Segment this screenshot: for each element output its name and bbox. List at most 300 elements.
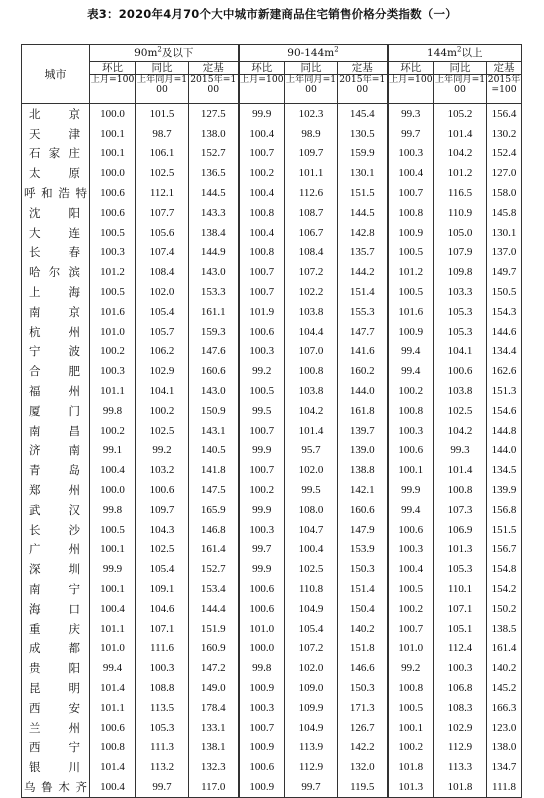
medium-yoy-cell: 112.9 [285,757,338,777]
medium-mom-cell: 100.7 [239,282,285,302]
col-header-mom: 环比 [239,62,285,75]
large-yoy-cell: 105.3 [434,302,487,322]
large-base-cell: 138.5 [487,619,522,639]
table-row [22,738,522,758]
medium-yoy-cell: 107.2 [285,262,338,282]
medium-base-cell: 126.7 [338,718,388,738]
medium-base-cell: 138.8 [338,460,388,480]
medium-base-cell: 159.9 [338,144,388,164]
large-mom-cell: 100.2 [388,599,434,619]
small-mom-cell: 100.1 [90,540,136,560]
small-mom-cell: 100.5 [90,282,136,302]
medium-base-cell: 153.9 [338,540,388,560]
small-yoy-cell: 109.7 [136,500,189,520]
large-yoy-cell: 116.5 [434,183,487,203]
city-name-cell: 昆明 [22,678,90,698]
large-yoy-cell: 112.4 [434,639,487,659]
small-base-cell: 144.9 [189,243,239,263]
large-base-cell: 156.7 [487,540,522,560]
small-yoy-cell: 100.6 [136,480,189,500]
medium-yoy-cell: 100.8 [285,361,338,381]
medium-base-cell: 135.7 [338,243,388,263]
city-name-cell: 长沙 [22,520,90,540]
col-header-base: 定基 [487,62,522,75]
large-mom-cell: 100.2 [388,738,434,758]
small-yoy-cell: 104.3 [136,520,189,540]
small-base-cell: 132.3 [189,757,239,777]
small-base-cell: 146.8 [189,520,239,540]
small-mom-cell: 101.1 [90,619,136,639]
city-name-cell: 郑州 [22,480,90,500]
large-mom-cell: 100.4 [388,163,434,183]
small-yoy-cell: 108.4 [136,262,189,282]
table-row [22,183,522,203]
large-yoy-cell: 107.9 [434,243,487,263]
col-header-mom: 环比 [90,62,136,75]
medium-mom-cell: 100.3 [239,520,285,540]
subcol-header-mom: 上月=100 [388,75,434,104]
medium-base-cell: 151.8 [338,639,388,659]
small-mom-cell: 100.0 [90,480,136,500]
medium-base-cell: 151.4 [338,579,388,599]
city-name-cell: 太原 [22,163,90,183]
col-header-yoy: 同比 [434,62,487,75]
city-name-cell: 兰州 [22,718,90,738]
medium-base-cell: 130.5 [338,124,388,144]
small-base-cell: 147.2 [189,658,239,678]
large-mom-cell: 100.8 [388,401,434,421]
medium-yoy-cell: 113.9 [285,738,338,758]
large-yoy-cell: 105.2 [434,104,487,124]
medium-base-cell: 160.6 [338,500,388,520]
large-base-cell: 149.7 [487,262,522,282]
large-base-cell: 158.0 [487,183,522,203]
medium-yoy-cell: 110.8 [285,579,338,599]
large-base-cell: 137.0 [487,243,522,263]
medium-yoy-cell: 102.0 [285,460,338,480]
large-yoy-cell: 112.9 [434,738,487,758]
medium-base-cell: 139.0 [338,441,388,461]
small-base-cell: 160.6 [189,361,239,381]
large-base-cell: 154.3 [487,302,522,322]
small-base-cell: 117.0 [189,777,239,797]
small-mom-cell: 100.3 [90,361,136,381]
small-yoy-cell: 102.0 [136,282,189,302]
small-mom-cell: 101.0 [90,639,136,659]
small-mom-cell: 101.1 [90,698,136,718]
large-yoy-cell: 103.3 [434,282,487,302]
subcol-header-mom: 上月=100 [239,75,285,104]
medium-yoy-cell: 107.2 [285,639,338,659]
medium-mom-cell: 100.6 [239,579,285,599]
small-yoy-cell: 99.7 [136,777,189,797]
table-row [22,540,522,560]
small-yoy-cell: 100.2 [136,401,189,421]
medium-mom-cell: 99.2 [239,361,285,381]
city-name-cell: 武汉 [22,500,90,520]
medium-base-cell: 150.3 [338,678,388,698]
medium-yoy-cell: 101.4 [285,421,338,441]
large-base-cell: 156.8 [487,500,522,520]
medium-yoy-cell: 107.0 [285,342,338,362]
large-yoy-cell: 105.3 [434,559,487,579]
medium-yoy-cell: 108.7 [285,203,338,223]
small-mom-cell: 101.0 [90,322,136,342]
large-mom-cell: 101.6 [388,302,434,322]
small-yoy-cell: 98.7 [136,124,189,144]
city-name-cell: 重庆 [22,619,90,639]
large-mom-cell: 100.2 [388,381,434,401]
group-header-small: $90m^2$及以下 [90,45,239,62]
large-mom-cell: 99.7 [388,124,434,144]
medium-mom-cell: 100.6 [239,322,285,342]
small-yoy-cell: 109.1 [136,579,189,599]
city-name-cell: 大连 [22,223,90,243]
large-base-cell: 130.1 [487,223,522,243]
small-base-cell: 136.5 [189,163,239,183]
table-row [22,381,522,401]
small-yoy-cell: 103.2 [136,460,189,480]
large-yoy-cell: 104.1 [434,342,487,362]
small-mom-cell: 101.2 [90,262,136,282]
small-yoy-cell: 100.3 [136,658,189,678]
table-row [22,559,522,579]
large-yoy-cell: 100.6 [434,361,487,381]
small-mom-cell: 101.1 [90,381,136,401]
city-name-cell: 海口 [22,599,90,619]
large-yoy-cell: 102.5 [434,401,487,421]
large-base-cell: 127.0 [487,163,522,183]
large-yoy-cell: 108.3 [434,698,487,718]
table-row [22,500,522,520]
medium-mom-cell: 100.2 [239,480,285,500]
small-yoy-cell: 106.1 [136,144,189,164]
medium-mom-cell: 100.7 [239,718,285,738]
medium-base-cell: 150.4 [338,599,388,619]
table-row [22,599,522,619]
medium-yoy-cell: 103.8 [285,302,338,322]
small-mom-cell: 100.1 [90,144,136,164]
medium-mom-cell: 99.7 [239,540,285,560]
table-row [22,401,522,421]
large-mom-cell: 101.8 [388,757,434,777]
table-title: 表3：2020年4月70个大中城市新建商品住宅销售价格分类指数（一） [87,7,457,21]
large-yoy-cell: 106.9 [434,520,487,540]
small-yoy-cell: 105.7 [136,322,189,342]
large-mom-cell: 100.3 [388,540,434,560]
table-row [22,361,522,381]
large-base-cell: 138.0 [487,738,522,758]
table-row [22,520,522,540]
city-name-cell: 宁波 [22,342,90,362]
small-base-cell: 178.4 [189,698,239,718]
large-mom-cell: 100.1 [388,718,434,738]
small-base-cell: 150.9 [189,401,239,421]
city-name-cell: 北京 [22,104,90,124]
large-yoy-cell: 107.1 [434,599,487,619]
large-base-cell: 166.3 [487,698,522,718]
large-yoy-cell: 110.9 [434,203,487,223]
small-base-cell: 165.9 [189,500,239,520]
small-mom-cell: 100.4 [90,599,136,619]
city-column-header: 城市 [22,45,90,104]
col-header-base: 定基 [189,62,239,75]
small-base-cell: 138.0 [189,124,239,144]
medium-mom-cell: 100.9 [239,678,285,698]
large-mom-cell: 100.7 [388,183,434,203]
large-base-cell: 145.2 [487,678,522,698]
large-base-cell: 156.4 [487,104,522,124]
small-base-cell: 144.4 [189,599,239,619]
small-mom-cell: 100.3 [90,243,136,263]
col-header-mom: 环比 [388,62,434,75]
small-base-cell: 147.6 [189,342,239,362]
small-yoy-cell: 101.5 [136,104,189,124]
small-mom-cell: 99.8 [90,401,136,421]
table-row [22,441,522,461]
medium-base-cell: 160.2 [338,361,388,381]
large-mom-cell: 100.1 [388,460,434,480]
large-mom-cell: 100.9 [388,322,434,342]
large-base-cell: 144.8 [487,421,522,441]
city-name-cell: 合肥 [22,361,90,381]
small-base-cell: 151.9 [189,619,239,639]
subcol-header-yoy: 上年同月=100 [285,75,338,104]
small-mom-cell: 100.8 [90,738,136,758]
medium-base-cell: 151.5 [338,183,388,203]
large-base-cell: 134.4 [487,342,522,362]
large-mom-cell: 100.3 [388,421,434,441]
table-row [22,460,522,480]
small-yoy-cell: 104.1 [136,381,189,401]
table-row [22,282,522,302]
table-row [22,104,522,124]
large-mom-cell: 101.3 [388,777,434,797]
medium-yoy-cell: 105.4 [285,619,338,639]
medium-base-cell: 171.3 [338,698,388,718]
medium-yoy-cell: 101.1 [285,163,338,183]
city-name-cell: 南昌 [22,421,90,441]
small-mom-cell: 100.0 [90,163,136,183]
medium-base-cell: 145.4 [338,104,388,124]
medium-yoy-cell: 109.7 [285,144,338,164]
medium-yoy-cell: 102.5 [285,559,338,579]
large-yoy-cell: 101.2 [434,163,487,183]
small-yoy-cell: 113.5 [136,698,189,718]
small-yoy-cell: 106.2 [136,342,189,362]
medium-mom-cell: 100.4 [239,223,285,243]
medium-yoy-cell: 104.9 [285,718,338,738]
small-base-cell: 159.3 [189,322,239,342]
large-base-cell: 123.0 [487,718,522,738]
large-mom-cell: 99.4 [388,500,434,520]
city-name-cell: 乌鲁木齐 [22,777,90,797]
medium-mom-cell: 99.5 [239,401,285,421]
col-header-base: 定基 [338,62,388,75]
medium-mom-cell: 100.7 [239,262,285,282]
small-mom-cell: 99.1 [90,441,136,461]
small-yoy-cell: 107.4 [136,243,189,263]
table-header [22,45,522,104]
large-mom-cell: 100.6 [388,520,434,540]
large-base-cell: 151.3 [487,381,522,401]
city-name-cell: 哈尔滨 [22,262,90,282]
small-mom-cell: 101.4 [90,757,136,777]
small-base-cell: 143.0 [189,381,239,401]
large-yoy-cell: 101.4 [434,460,487,480]
medium-mom-cell: 100.3 [239,698,285,718]
subcol-header-mom: 上月=100 [90,75,136,104]
large-mom-cell: 100.9 [388,223,434,243]
city-name-cell: 厦门 [22,401,90,421]
city-name-cell: 银川 [22,757,90,777]
large-yoy-cell: 113.3 [434,757,487,777]
large-base-cell: 130.2 [487,124,522,144]
large-mom-cell: 100.8 [388,678,434,698]
medium-yoy-cell: 104.7 [285,520,338,540]
city-name-cell: 广州 [22,540,90,560]
large-yoy-cell: 101.8 [434,777,487,797]
large-mom-cell: 100.8 [388,203,434,223]
small-yoy-cell: 105.4 [136,559,189,579]
small-base-cell: 149.0 [189,678,239,698]
large-mom-cell: 101.0 [388,639,434,659]
large-base-cell: 145.8 [487,203,522,223]
large-yoy-cell: 109.8 [434,262,487,282]
large-yoy-cell: 105.0 [434,223,487,243]
small-mom-cell: 100.2 [90,342,136,362]
medium-base-cell: 161.8 [338,401,388,421]
medium-base-cell: 151.4 [338,282,388,302]
large-base-cell: 134.5 [487,460,522,480]
medium-mom-cell: 101.9 [239,302,285,322]
city-name-cell: 西宁 [22,738,90,758]
medium-yoy-cell: 104.9 [285,599,338,619]
city-name-cell: 杭州 [22,322,90,342]
small-yoy-cell: 112.1 [136,183,189,203]
large-base-cell: 111.8 [487,777,522,797]
medium-mom-cell: 100.6 [239,757,285,777]
small-base-cell: 138.1 [189,738,239,758]
large-base-cell: 151.5 [487,520,522,540]
small-base-cell: 152.7 [189,144,239,164]
large-mom-cell: 100.5 [388,579,434,599]
medium-mom-cell: 100.4 [239,124,285,144]
medium-base-cell: 144.0 [338,381,388,401]
medium-yoy-cell: 109.0 [285,678,338,698]
large-mom-cell: 100.3 [388,144,434,164]
medium-yoy-cell: 104.2 [285,401,338,421]
large-base-cell: 162.6 [487,361,522,381]
city-name-cell: 南宁 [22,579,90,599]
city-name-cell: 沈阳 [22,203,90,223]
large-mom-cell: 99.4 [388,361,434,381]
table-body [22,104,522,798]
medium-mom-cell: 99.9 [239,441,285,461]
small-yoy-cell: 102.9 [136,361,189,381]
city-name-cell: 西安 [22,698,90,718]
medium-base-cell: 147.9 [338,520,388,540]
small-base-cell: 127.5 [189,104,239,124]
small-yoy-cell: 102.5 [136,540,189,560]
medium-yoy-cell: 106.7 [285,223,338,243]
small-base-cell: 160.9 [189,639,239,659]
large-yoy-cell: 105.1 [434,619,487,639]
large-base-cell: 150.2 [487,599,522,619]
large-mom-cell: 100.5 [388,698,434,718]
medium-base-cell: 147.7 [338,322,388,342]
small-mom-cell: 100.1 [90,579,136,599]
medium-base-cell: 155.3 [338,302,388,322]
small-mom-cell: 99.4 [90,658,136,678]
small-base-cell: 143.0 [189,262,239,282]
small-yoy-cell: 107.1 [136,619,189,639]
small-yoy-cell: 105.4 [136,302,189,322]
large-base-cell: 139.9 [487,480,522,500]
medium-yoy-cell: 102.0 [285,658,338,678]
large-yoy-cell: 104.2 [434,144,487,164]
medium-mom-cell: 99.9 [239,104,285,124]
large-mom-cell: 100.4 [388,559,434,579]
small-yoy-cell: 105.3 [136,718,189,738]
medium-mom-cell: 100.4 [239,183,285,203]
small-base-cell: 133.1 [189,718,239,738]
medium-yoy-cell: 98.9 [285,124,338,144]
small-mom-cell: 100.2 [90,421,136,441]
table-row [22,124,522,144]
medium-yoy-cell: 112.6 [285,183,338,203]
large-mom-cell: 100.6 [388,441,434,461]
table-row [22,718,522,738]
small-mom-cell: 99.9 [90,559,136,579]
medium-base-cell: 142.2 [338,738,388,758]
medium-yoy-cell: 102.2 [285,282,338,302]
table-row [22,698,522,718]
col-header-yoy: 同比 [285,62,338,75]
city-name-cell: 南京 [22,302,90,322]
medium-yoy-cell: 104.4 [285,322,338,342]
group-header-medium: $90-144m^2$ [239,45,388,62]
large-base-cell: 161.4 [487,639,522,659]
large-base-cell: 134.7 [487,757,522,777]
medium-yoy-cell: 102.3 [285,104,338,124]
subcol-header-base: 2015年=100 [189,75,239,104]
medium-base-cell: 142.8 [338,223,388,243]
small-mom-cell: 100.5 [90,223,136,243]
medium-mom-cell: 99.8 [239,658,285,678]
large-mom-cell: 99.2 [388,658,434,678]
medium-yoy-cell: 95.7 [285,441,338,461]
medium-mom-cell: 101.0 [239,619,285,639]
city-name-cell: 长春 [22,243,90,263]
large-base-cell: 150.5 [487,282,522,302]
large-mom-cell: 100.5 [388,282,434,302]
large-mom-cell: 100.5 [388,243,434,263]
large-yoy-cell: 105.3 [434,322,487,342]
subcol-header-base: 2015年=100 [487,75,522,104]
small-mom-cell: 100.6 [90,203,136,223]
small-base-cell: 153.3 [189,282,239,302]
medium-mom-cell: 100.6 [239,599,285,619]
large-mom-cell: 99.3 [388,104,434,124]
medium-base-cell: 130.1 [338,163,388,183]
medium-yoy-cell: 108.4 [285,243,338,263]
small-base-cell: 152.7 [189,559,239,579]
large-yoy-cell: 110.1 [434,579,487,599]
city-name-cell: 青岛 [22,460,90,480]
small-base-cell: 143.1 [189,421,239,441]
medium-mom-cell: 100.7 [239,460,285,480]
